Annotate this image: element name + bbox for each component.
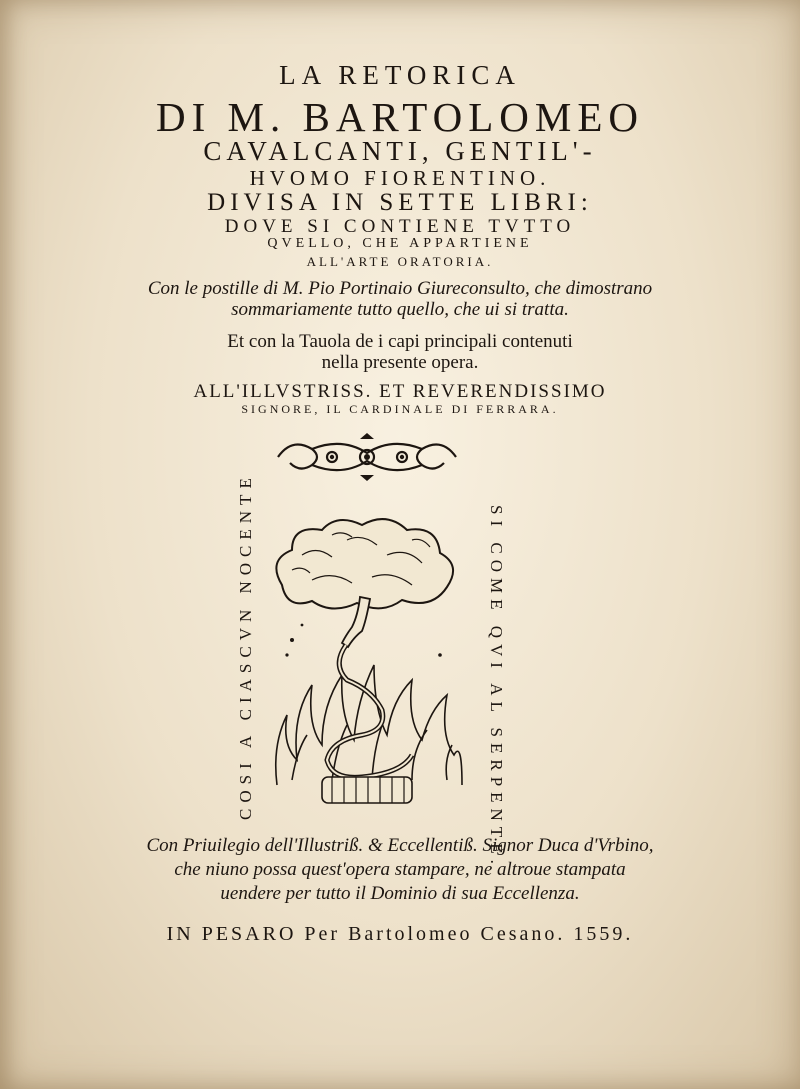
printers-device-illustration (262, 515, 472, 820)
title-line-4: HVOMO FIORENTINO. (249, 166, 551, 190)
title-line-5: DIVISA IN SETTE LIBRI: (207, 189, 593, 216)
dedication-line-1: ALL'ILLVSTRISS. ET REVERENDISSIMO (193, 381, 607, 402)
device-motto-left: COSI A CIASCVN NOCENTE (236, 472, 255, 820)
device-motto-right: SI COME QVI AL SERPENTE. (487, 505, 506, 870)
title-line-3: CAVALCANTI, GENTIL'- (203, 136, 597, 166)
title-line-8: ALL'ARTE ORATORIA. (306, 254, 494, 269)
title-line-7: QVELLO, CHE APPARTIENE (267, 236, 533, 251)
privilege-line-1: Con Priuilegio dell'Illustriß. & Eccellentiß. Signor Duca d'Vrbino, (146, 835, 654, 856)
table-note-line-2: nella presente opera. (321, 352, 479, 373)
dedication-line-2: SIGNORE, IL CARDINALE DI FERRARA. (241, 402, 559, 416)
title-line-2: DI M. BARTOLOMEO (156, 94, 644, 140)
annotations-line-1: Con le postille di M. Pio Portinaio Giureconsulto, che dimostrano (147, 278, 653, 299)
title-line-6: DOVE SI CONTIENE TVTTO (224, 216, 576, 237)
ornament-headpiece (272, 431, 462, 483)
privilege-line-2: che niuno possa quest'opera stampare, ne altroue stampata (174, 859, 626, 880)
title-line-1: LA RETORICA (279, 60, 521, 90)
table-note-line-1: Et con la Tauola de i capi principali contenuti (227, 331, 573, 352)
imprint: IN PESARO Per Bartolomeo Cesano. 1559. (166, 923, 634, 945)
privilege-line-3: uendere per tutto il Dominio di sua Eccellenza. (220, 883, 580, 904)
annotations-line-2: sommariamente tutto quello, che ui si tratta. (231, 299, 569, 320)
